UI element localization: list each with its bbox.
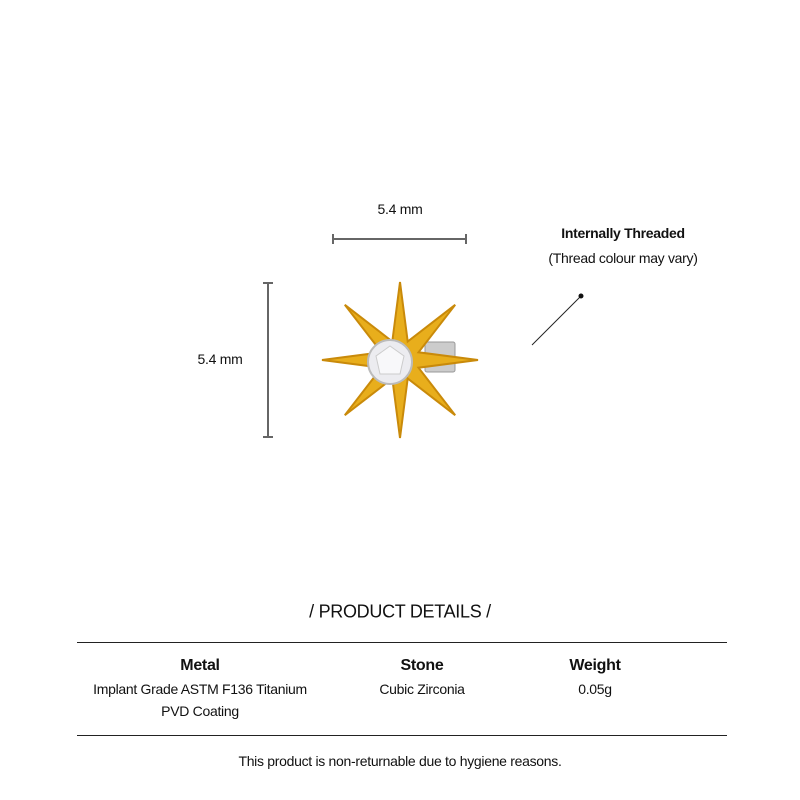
height-dimension-line bbox=[263, 283, 273, 437]
divider-bottom bbox=[77, 735, 727, 736]
details-heading: / PRODUCT DETAILS / bbox=[309, 601, 491, 622]
stone-value: Cubic Zirconia bbox=[379, 681, 465, 697]
thread-note: (Thread colour may vary) bbox=[548, 250, 698, 266]
divider-top bbox=[77, 642, 727, 643]
weight-value: 0.05g bbox=[578, 681, 612, 697]
thread-pointer-line bbox=[532, 294, 584, 346]
width-label: 5.4 mm bbox=[377, 201, 423, 217]
weight-label: Weight bbox=[569, 657, 621, 674]
returns-notice: This product is non-returnable due to hygiene reasons. bbox=[238, 753, 562, 769]
height-label: 5.4 mm bbox=[197, 351, 243, 367]
metal-value: Implant Grade ASTM F136 Titanium bbox=[93, 681, 307, 697]
metal-label: Metal bbox=[180, 657, 220, 674]
stone-label: Stone bbox=[400, 657, 444, 674]
metal-coating: PVD Coating bbox=[161, 703, 239, 719]
width-dimension-line bbox=[333, 234, 466, 244]
thread-title: Internally Threaded bbox=[561, 225, 685, 241]
